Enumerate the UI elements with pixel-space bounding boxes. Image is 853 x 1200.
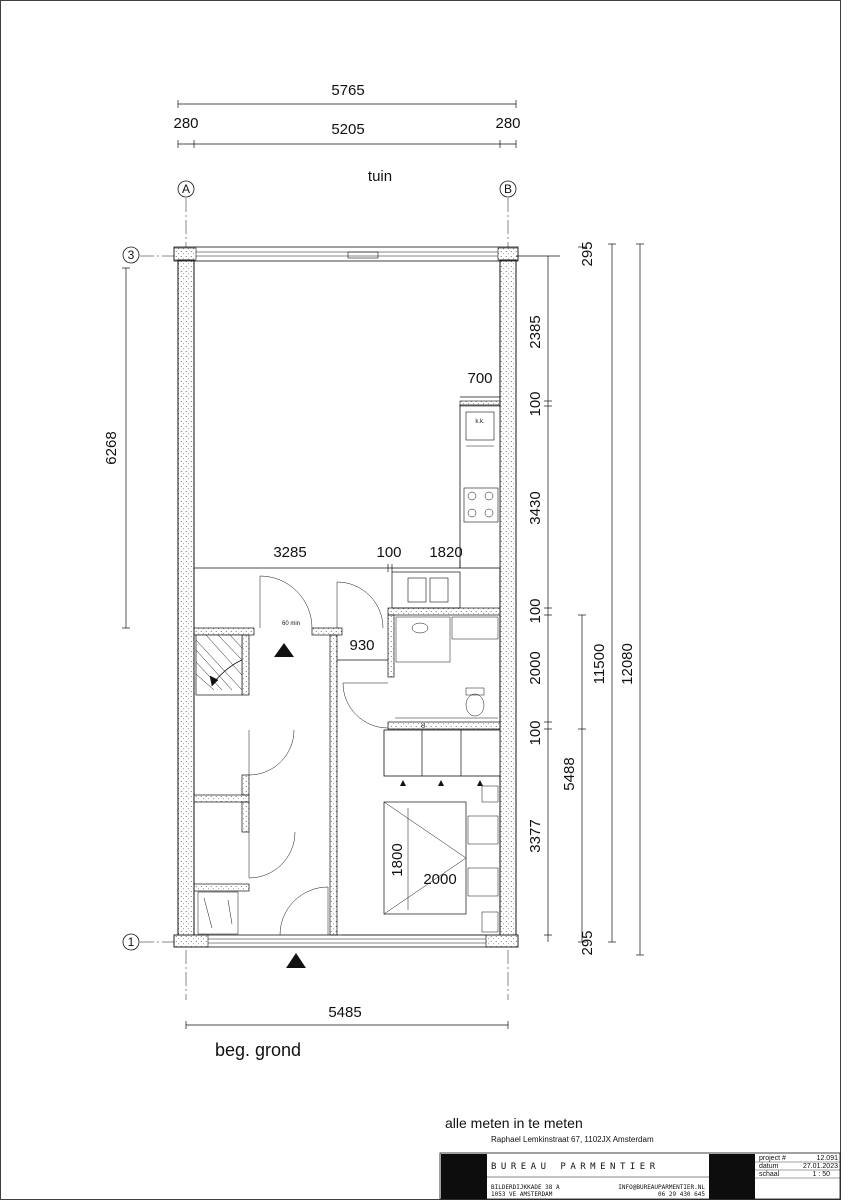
brand-street: BILDERDIJKKADE 38 A [491,1184,560,1191]
scale-value: 1 : 50 [812,1171,830,1178]
brand-email: INFO@BUREAUPARMENTIER.NL [618,1184,705,1191]
dim-1820: 1820 [429,544,463,561]
staircase [196,635,242,695]
dim-left-6268: 6268 [103,431,120,465]
date-value: 27.01.2023 [802,1163,838,1170]
dim-5488: 5488 [561,757,578,791]
door-rating-note: 60 min [281,621,301,627]
dim-bed-1800: 1800 [389,843,406,877]
dim-top-right: 280 [495,115,521,132]
meter-cupboard [198,892,238,934]
fridge-mark: R [420,721,426,727]
dim-12080: 12080 [619,643,636,685]
wardrobes [384,730,500,802]
dim-100-h: 100 [376,544,402,561]
address-line: Raphael Lemkinstraat 67, 1102JX Amsterdam [491,1135,654,1144]
dim-930: 930 [349,637,375,654]
left-dimension [122,268,130,628]
brand-name: BUREAU PARMENTIER [491,1162,660,1172]
brand-phone: 06 29 430 645 [658,1191,705,1198]
interior-dim-row [194,560,460,572]
grid-marker-3 [123,247,176,263]
project-label: project # [759,1155,786,1162]
project-value: 12.091 [816,1155,838,1162]
bathroom-fixtures [395,617,498,718]
svg-text:3: 3 [127,248,135,262]
dim-top-total: 5765 [331,82,365,99]
dim-bed-2000: 2000 [423,871,457,888]
utility-unit [392,572,460,608]
kitchen-counter [460,401,500,568]
dim-100-c: 100 [527,720,544,746]
date-label: datum [759,1163,779,1170]
svg-text:1: 1 [127,935,135,949]
dim-295-bottom: 295 [579,930,596,956]
grid-marker-a [178,181,194,250]
measure-note: alle meten in te meten [445,1115,583,1131]
dim-295-top: 295 [579,241,596,267]
garden-label: tuin [367,168,393,185]
dim-kitchen-700: 700 [467,370,493,387]
entrance-arrow-hall [274,643,294,657]
dim-top-left: 280 [173,115,199,132]
exterior-walls [174,247,518,947]
floor-title: beg. grond [215,1040,302,1060]
grid-marker-b [500,181,516,250]
dim-3377: 3377 [527,819,544,853]
svg-text:A: A [181,182,191,196]
brand-city: 1053 VE AMSTERDAM [491,1191,553,1198]
svg-text:k.k.: k.k. [475,419,485,425]
dim-2385: 2385 [527,315,544,349]
dim-100-a: 100 [527,391,544,417]
entrance-arrow-front [286,953,306,968]
dim-3430: 3430 [527,491,544,525]
dim-11500: 11500 [591,643,608,685]
dim-3285: 3285 [273,544,307,561]
dim-top-mid: 5205 [331,121,365,138]
dim-bottom-5485: 5485 [328,1004,362,1021]
dim-2000: 2000 [527,651,544,685]
scale-label: schaal [759,1171,780,1178]
dim-100-b: 100 [527,598,544,624]
svg-text:B: B [503,182,513,196]
bottom-dimension [186,1021,508,1029]
